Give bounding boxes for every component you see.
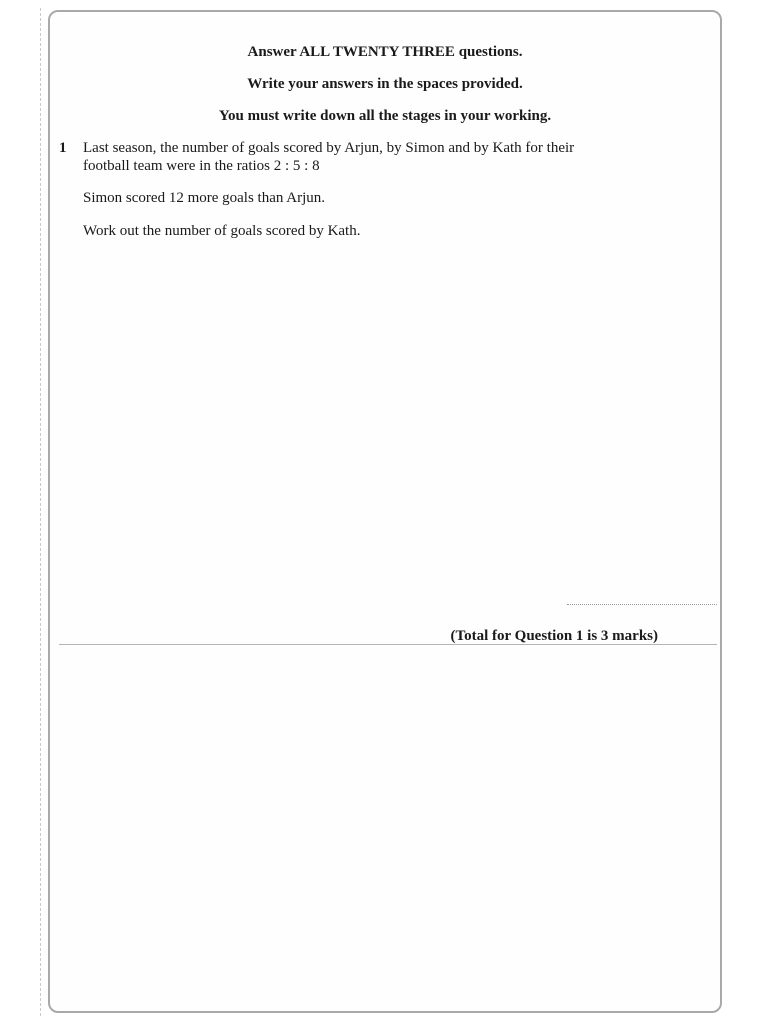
instruction-line-3: You must write down all the stages in your working. — [218, 108, 552, 124]
question-total-marks: (Total for Question 1 is 3 marks) — [450, 628, 658, 644]
instruction-line-1: Answer ALL TWENTY THREE questions. — [247, 44, 523, 60]
question-divider — [59, 644, 717, 645]
answer-line[interactable] — [567, 604, 717, 605]
question-frame — [48, 10, 722, 1013]
question-text-line-3: Simon scored 12 more goals than Arjun. — [83, 190, 326, 206]
instruction-line-2: Write your answers in the spaces provided. — [247, 76, 523, 92]
page-margin-line — [40, 8, 41, 1016]
question-text-line-2: football team were in the ratios 2 : 5 : 8 — [83, 158, 320, 174]
question-number: 1 — [59, 140, 67, 156]
question-text-line-4: Work out the number of goals scored by Kath. — [83, 223, 361, 239]
question-text-line-1: Last season, the number of goals scored by Arjun, by Simon and by Kath for their — [83, 140, 575, 156]
